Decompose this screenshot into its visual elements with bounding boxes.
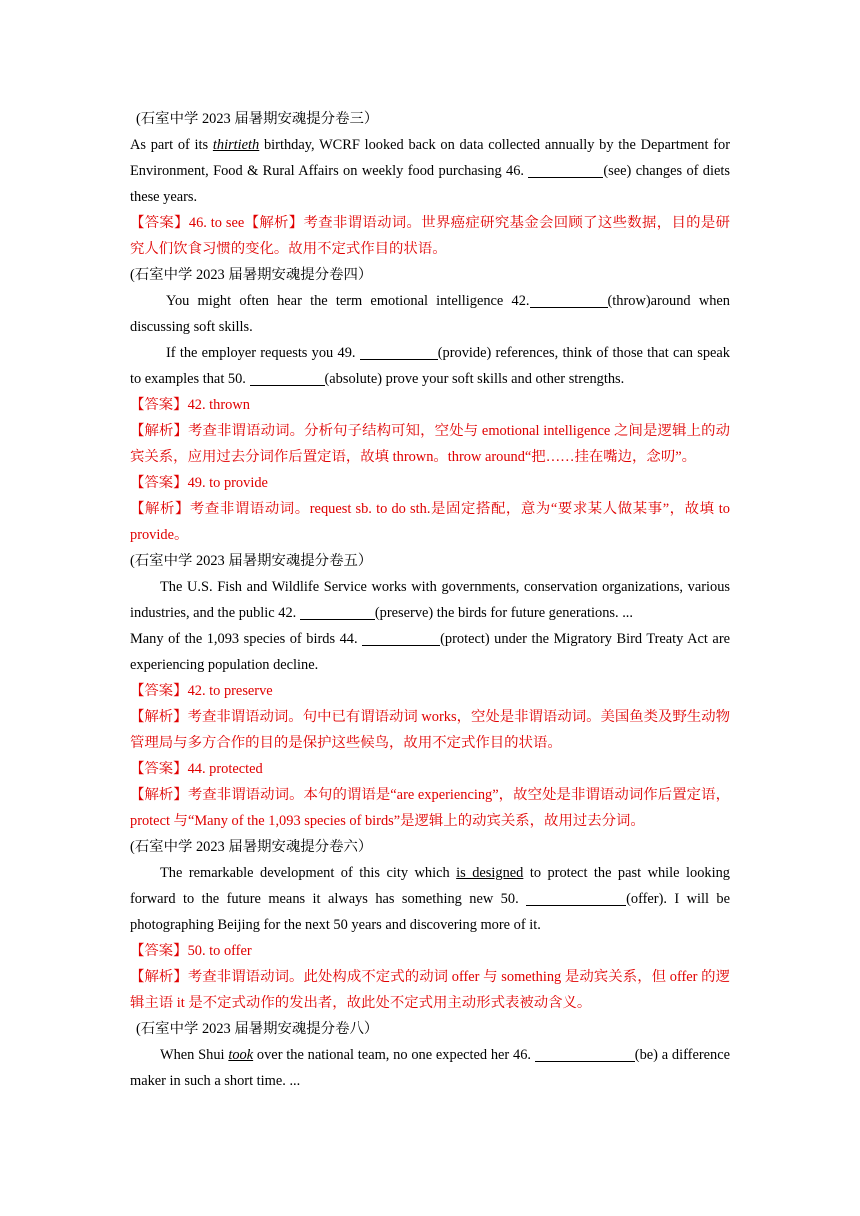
answer-blank[interactable] [250, 369, 325, 386]
answer-text: 【答案】46. to see【解析】考查非谓语动词。世界癌症研究基金会回顾了这些数据，目的是研究人们饮食习惯的变化。故用不定式作目的状语。 [130, 215, 730, 257]
answer-label: 【答案】50. to offer [130, 943, 252, 959]
answer-blank[interactable] [360, 343, 438, 360]
source-label: (石室中学 2023 届暑期安魂提分卷五） [130, 553, 373, 569]
answer-blank[interactable] [526, 889, 626, 906]
answer-blank[interactable] [530, 291, 608, 308]
explanation-text: 【解析】考查非谓语动词。request sb. to do sth.是固定搭配，意为“要求某人做某事”，故填 to provide。 [130, 501, 730, 543]
document-page [130, 106, 730, 1094]
explanation-text: 【解析】考查非谓语动词。分析句子结构可知，空处与 emotional intelligence 之间是逻辑上的动宾关系，应用过去分词作后置定语，故填 thrown。throw around“把……挂在嘴边，念叨”。 [130, 423, 730, 465]
answer-blank[interactable] [535, 1045, 635, 1062]
question-paragraph: The remarkable development of this city which is designed to protect the past while looking forward to the future means it always has something new 50. (offer). I will be photographing Beijing for the next 50 years and discovering more of it. [130, 865, 730, 933]
question-paragraph: When Shui took over the national team, no one expected her 46. (be) a difference maker in such a short time. ... [130, 1047, 730, 1089]
source-label: (石室中学 2023 届暑期安魂提分卷八） [136, 1021, 379, 1037]
answer-label: 【答案】49. to provide [130, 475, 268, 491]
answer-label: 【答案】42. to preserve [130, 683, 273, 699]
answer-label: 【答案】44. protected [130, 761, 263, 777]
source-label: (石室中学 2023 届暑期安魂提分卷四） [130, 267, 373, 283]
question-paragraph: You might often hear the term emotional intelligence 42. (throw)around when discussing soft skills. [130, 293, 730, 335]
question-paragraph: As part of its thirtieth birthday, WCRF looked back on data collected annually by the Department for Environment, Food & Rural Affairs on weekly food purchasing 46. (see) changes of diets these years. [130, 137, 731, 205]
answer-blank[interactable] [362, 629, 440, 646]
question-paragraph: The U.S. Fish and Wildlife Service works with governments, conservation organizations, various industries, and the public 42. (preserve) the birds for future generations. ... [130, 579, 730, 621]
explanation-text: 【解析】考查非谓语动词。此处构成不定式的动词 offer 与 something 是动宾关系，但 offer 的逻辑主语 it 是不定式动作的发出者，故此处不定式用主动形式表被动含义。 [130, 969, 730, 1011]
question-paragraph: If the employer requests you 49. (provide) references, think of those that can speak to examples that 50. (absolute) prove your soft skills and other strengths. [130, 345, 730, 387]
source-label: (石室中学 2023 届暑期安魂提分卷三） [136, 111, 379, 127]
explanation-text: 【解析】考查非谓语动词。本句的谓语是“are experiencing”，故空处是非谓语动词作后置定语，protect 与“Many of the 1,093 species of birds”是逻辑上的动宾关系，故用过去分词。 [130, 787, 730, 829]
answer-label: 【答案】42. thrown [130, 397, 250, 413]
source-label: (石室中学 2023 届暑期安魂提分卷六） [130, 839, 373, 855]
question-paragraph: Many of the 1,093 species of birds 44. (protect) under the Migratory Bird Treaty Act are experiencing population decline. [130, 631, 730, 673]
answer-blank[interactable] [300, 603, 375, 620]
answer-blank[interactable] [528, 161, 603, 178]
explanation-text: 【解析】考查非谓语动词。句中已有谓语动词 works，空处是非谓语动词。美国鱼类及野生动物管理局与多方合作的目的是保护这些候鸟，故用不定式作目的状语。 [130, 709, 731, 751]
